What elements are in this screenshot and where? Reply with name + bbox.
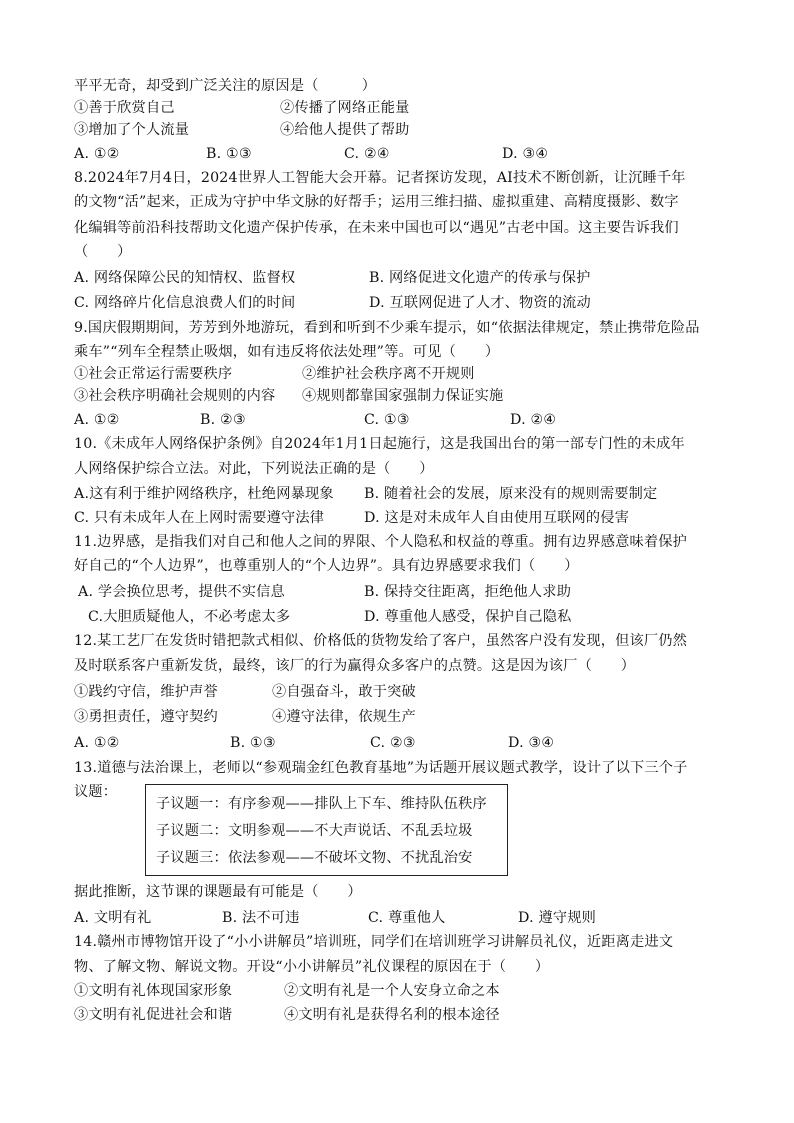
q7-statement-3: ③增加了个人流量: [74, 122, 190, 138]
q12-option-c[interactable]: C. ②③: [370, 735, 416, 751]
q8-option-c[interactable]: C. 网络碎片化信息浪费人们的时间: [74, 295, 296, 311]
q8-options-row-1: [74, 268, 591, 288]
q11-options-row-1: [74, 582, 572, 602]
q7-statements-row-1: [74, 98, 410, 118]
q9-statement-3: ③社会秩序明确社会规则的内容: [74, 388, 276, 404]
q9-statements-row-2: [74, 386, 504, 406]
q14-statements-row-2: [74, 1005, 500, 1025]
q12-option-b[interactable]: B. ①③: [230, 735, 276, 751]
sub-topic-2: 子议题二：文明参观——不大声说话、不乱丢垃圾: [156, 823, 473, 839]
q7-option-b[interactable]: B. ①③: [206, 146, 252, 162]
q7-stem-tail: 平平无奇，却受到广泛关注的原因是（ ）: [74, 78, 377, 94]
sub-topic-3: 子议题三：依法参观——不破坏文物、不扰乱治安: [156, 850, 473, 866]
q12-statements-row-1: [74, 682, 416, 702]
q8-stem-line-2: 的文物“活”起来，正成为守护中华文脉的好帮手；运用三维扫描、虚拟重建、高精度摄影、数字: [74, 194, 679, 210]
q12-statement-4: ④遵守法律，依规生产: [272, 709, 416, 725]
sub-topics-box: [145, 784, 508, 876]
q14-statement-4: ④文明有礼是获得名利的根本途径: [284, 1007, 500, 1023]
q13-option-d[interactable]: D. 遵守规则: [518, 910, 597, 926]
q13-stem-line-3: 据此推断，这节课的课题最有可能是（ ）: [74, 884, 362, 900]
q11-option-b[interactable]: B. 保持交往距离，拒绝他人求助: [364, 584, 572, 600]
q7-option-c[interactable]: C. ②④: [344, 146, 390, 162]
q9-statement-1: ①社会正常运行需要秩序: [74, 366, 233, 382]
q10-option-c[interactable]: C. 只有未成年人在上网时需要遵守法律: [74, 510, 325, 526]
q9-option-c[interactable]: C. ①③: [364, 412, 410, 428]
q7-statement-1: ①善于欣赏自己: [74, 100, 175, 116]
q9-option-b[interactable]: B. ②③: [200, 412, 246, 428]
q10-options-row-1: [74, 484, 658, 504]
q7-statement-4: ④给他人提供了帮助: [280, 122, 410, 138]
q11-option-a[interactable]: A. 学会换位思考，提供不实信息: [78, 584, 285, 600]
q8-options-row-2: [74, 293, 591, 313]
q12-statements-row-2: [74, 707, 416, 727]
q10-stem-line-1: 10.《未成年人网络保护条例》自2024年1月1日起施行，这是我国出台的第一部专门性的未成年: [74, 436, 685, 452]
q8-option-b[interactable]: B. 网络促进文化遗产的传承与保护: [369, 270, 591, 286]
q13-stem-line-1: 13.道德与法治课上，老师以“参观瑞金红色教育基地”为话题开展议题式教学，设计了以下三个子: [74, 760, 688, 776]
q8-stem-line-3: 化编辑等前沿科技帮助文化遗产保护传承，在未来中国也可以“遇见”古老中国。这主要告诉我们: [74, 220, 679, 236]
q14-statements-row-1: [74, 981, 500, 1001]
q11-stem-line-2: 好自己的“个人边界”，也尊重别人的“个人边界”。具有边界感要求我们（ ）: [74, 558, 579, 574]
q9-statements-row-1: [74, 364, 475, 384]
q12-statement-2: ②自强奋斗，敢于突破: [272, 684, 416, 700]
q7-option-d[interactable]: D. ③④: [502, 146, 549, 162]
q11-options-row-2: [74, 607, 572, 627]
q11-stem-line-1: 11.边界感，是指我们对自己和他人之间的界限、个人隐私和权益的尊重。拥有边界感意味着保护: [74, 534, 688, 550]
q12-statement-3: ③勇担责任，遵守契约: [74, 709, 218, 725]
q10-option-d[interactable]: D. 这是对未成年人自由使用互联网的侵害: [364, 510, 630, 526]
q13-option-c[interactable]: C. 尊重他人: [368, 910, 446, 926]
q12-option-a[interactable]: A. ①②: [74, 735, 120, 751]
q12-stem-line-1: 12.某工艺厂在发货时错把款式相似、价格低的货物发给了客户，虽然客户没有发现，但该厂仍然: [74, 633, 688, 649]
q14-stem-line-1: 14.赣州市博物馆开设了“小小讲解员”培训班，同学们在培训班学习讲解员礼仪，近距离走进文: [74, 934, 674, 950]
q13-option-a[interactable]: A. 文明有礼: [74, 910, 152, 926]
q8-answer-blank: （ ）: [74, 244, 132, 260]
q8-option-d[interactable]: D. 互联网促进了人才、物资的流动: [369, 295, 591, 311]
q14-statement-2: ②文明有礼是一个人安身立命之本: [284, 983, 500, 999]
q9-statement-4: ④规则都靠国家强制力保证实施: [302, 388, 504, 404]
q14-statement-3: ③文明有礼促进社会和谐: [74, 1007, 233, 1023]
q9-statement-2: ②维护社会秩序离不开规则: [302, 366, 475, 382]
q10-stem-line-2: 人网络保护综合立法。对此，下列说法正确的是（ ）: [74, 461, 434, 477]
q7-statements-row-2: [74, 120, 410, 140]
q8-option-a[interactable]: A. 网络保障公民的知情权、监督权: [74, 270, 296, 286]
q10-option-b[interactable]: B. 随着社会的发展，原来没有的规则需要制定: [364, 486, 658, 502]
q9-option-a[interactable]: A. ①②: [74, 412, 120, 428]
q13-stem-line-2: 议题：: [74, 784, 118, 800]
q10-options-row-2: [74, 508, 630, 528]
q12-stem-line-2: 及时联系客户重新发货，最终，该厂的行为赢得众多客户的点赞。这是因为该厂（ ）: [74, 658, 636, 674]
q10-option-a[interactable]: A.这有利于维护网络秩序，杜绝网暴现象: [74, 486, 334, 502]
q8-stem-line-1: 8.2024年7月4日，2024世界人工智能大会开幕。记者探访发现，AI技术不断创新，让沉睡千年: [74, 170, 686, 186]
q11-option-c[interactable]: C.大胆质疑他人，不必考虑太多: [88, 609, 291, 625]
q13-option-b[interactable]: B. 法不可违: [222, 910, 300, 926]
q12-option-d[interactable]: D. ③④: [508, 735, 555, 751]
q9-stem-line-2: 乘车”“列车全程禁止吸烟，如有违反将依法处理”等。可见（ ）: [74, 344, 500, 360]
q14-stem-line-2: 物、了解文物、解说文物。开设“小小讲解员”礼仪课程的原因在于（ ）: [74, 959, 550, 975]
q7-statement-2: ②传播了网络正能量: [280, 100, 410, 116]
q12-statement-1: ①践约守信，维护声誉: [74, 684, 218, 700]
q9-option-d[interactable]: D. ②④: [510, 412, 557, 428]
sub-topic-1: 子议题一：有序参观——排队上下车、维持队伍秩序: [156, 796, 487, 812]
q9-stem-line-1: 9.国庆假期期间，芳芳到外地游玩，看到和听到不少乘车提示，如“依据法律规定，禁止携带危险品: [74, 320, 700, 336]
q11-option-d[interactable]: D. 尊重他人感受，保护自己隐私: [364, 609, 572, 625]
q14-statement-1: ①文明有礼体现国家形象: [74, 983, 233, 999]
q7-option-a[interactable]: A. ①②: [74, 146, 120, 162]
